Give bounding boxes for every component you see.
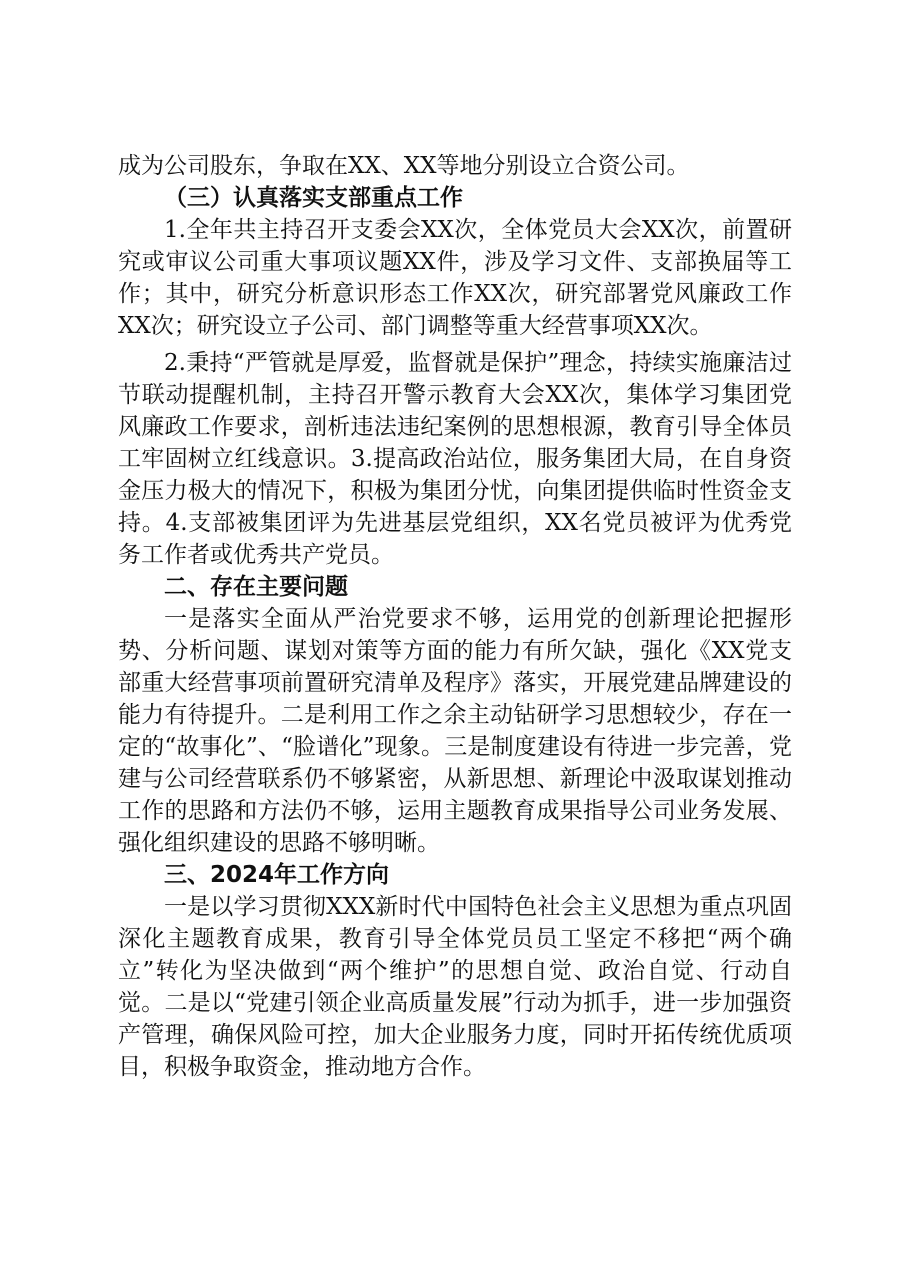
continuation-paragraph: 成为公司股东，争取在XX、XX等地分别设立合资公司。 [118, 153, 690, 179]
document-body [118, 150, 792, 1083]
body-paragraph: 一是落实全面从严治党要求不够，运用党的创新理论把握形势、分析问题、谋划对策等方面的能力有所欠缺，强化《XX党支部重大经营事项前置研究清单及程序》落实，开展党建品牌建设的能力有待提升。二是利用工作之余主动钻研学习思想较少，存在一定的“故事化”、“脸谱化”现象。三是制度建设有待进一步完善，党建与公司经营联系仍不够紧密，从新思想、新理论中汲取谋划推动工作的思路和方法仍不够，运用主题教育成果指导公司业务发展、强化组织建设的思路不够明晰。 [118, 606, 792, 856]
section-heading: 三、2024年工作方向 [164, 862, 390, 888]
body-paragraph: 2.秉持“严管就是厚爱，监督就是保护”理念，持续实施廉洁过节联动提醒机制，主持召开警示教育大会XX次，集体学习集团党风廉政工作要求，剖析违法违纪案例的思想根源，教育引导全体员工牢固树立红线意识。3.提高政治站位，服务集团大局，在自身资金压力极大的情况下，积极为集团分忧，向集团提供临时性资金支持。4.支部被集团评为先进基层党组织，XX名党员被评为优秀党务工作者或优秀共产党员。 [118, 350, 792, 568]
section-heading: 二、存在主要问题 [164, 574, 348, 600]
body-paragraph: 一是以学习贯彻XXX新时代中国特色社会主义思想为重点巩固深化主题教育成果，教育引导全体党员员工坚定不移把“两个确立”转化为坚决做到“两个维护”的思想自觉、政治自觉、行动自觉。二是以“党建引领企业高质量发展”行动为抓手，进一步加强资产管理，确保风险可控，加大企业服务力度，同时开拓传统优质项目，积极争取资金，推动地方合作。 [118, 894, 792, 1080]
body-paragraph: 1.全年共主持召开支委会XX次，全体党员大会XX次，前置研究或审议公司重大事项议题XX件，涉及学习文件、支部换届等工作；其中，研究分析意识形态工作XX次，研究部署党风廉政工作XX次；研究设立子公司、部门调整等重大经营事项XX次。 [118, 217, 792, 339]
section-subheading: （三）认真落实支部重点工作 [164, 184, 463, 211]
